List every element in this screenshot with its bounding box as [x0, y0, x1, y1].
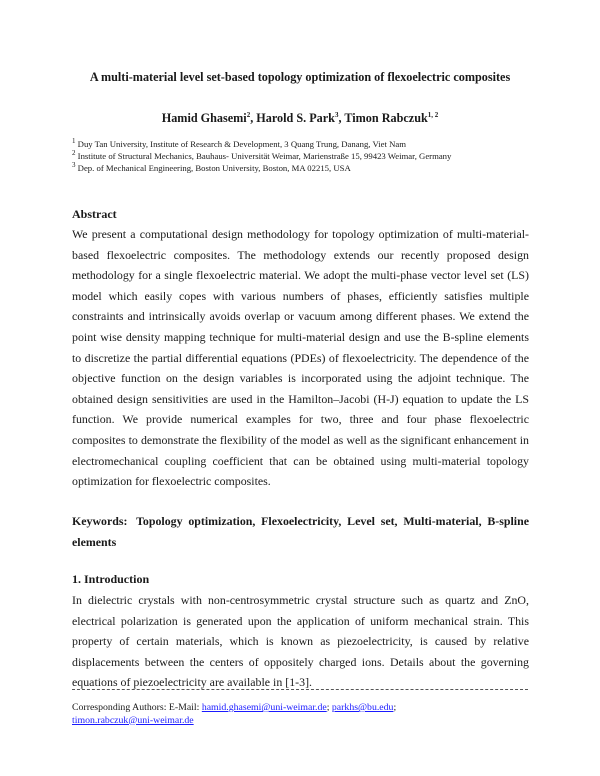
- author-affiliation-mark: 3: [334, 110, 339, 119]
- author-name: Harold S. Park: [256, 111, 335, 125]
- author-name: Hamid Ghasemi: [161, 111, 247, 125]
- affiliation-mark: 1: [72, 137, 76, 146]
- affiliation-text: Institute of Structural Mechanics, Bauhaus- Universität Weimar, Marienstraße 15, 99423 Weimar, Germany: [77, 151, 452, 161]
- email-link-ghasemi[interactable]: hamid.ghasemi@uni-weimar.de: [201, 702, 327, 713]
- keywords-label: Keywords:: [72, 514, 128, 528]
- affiliation: [72, 139, 406, 149]
- abstract-heading: Abstract: [72, 207, 117, 221]
- email-link-park[interactable]: parkhs@bu.edu: [331, 702, 394, 713]
- introduction-body: In dielectric crystals with non-centrosymmetric crystal structure such as quartz and ZnO, electrical polarization is generated upon the application of uniform mechanical strain. This property of certain materials, which is known as piezoelectricity, is caused by relative displacements between the centers of oppositely charged ions. Details about the governing equations of piezoelectricity are available in [1-3].: [72, 593, 529, 690]
- author-separator: ,: [250, 111, 257, 125]
- email-link-rabczuk[interactable]: timon.rabczuk@uni-weimar.de: [72, 714, 194, 726]
- affiliation-text: Duy Tan University, Institute of Research & Development, 3 Quang Trung, Danang, Viet Nam: [77, 139, 406, 149]
- author-affiliation-mark: 1, 2: [427, 110, 439, 119]
- introduction-heading: 1. Introduction: [72, 572, 150, 586]
- keywords: [72, 511, 529, 553]
- affiliation: [72, 151, 451, 161]
- footnote-label: Corresponding Authors: E-Mail:: [72, 702, 200, 713]
- keywords-text: Topology optimization, Flexoelectricity, Level set, Multi-material, B-spline elements: [72, 514, 529, 549]
- footnote-corresponding-authors: Corresponding Authors: E-Mail: hamid.ghasemi@uni-weimar.de; parkhs@bu.edu; timon.rabczuk@uni-weimar.de: [72, 702, 397, 726]
- author-name: Timon Rabczuk: [344, 111, 428, 125]
- affiliation-mark: 3: [72, 161, 76, 170]
- footnote-divider: [72, 689, 528, 690]
- author-list: [0, 111, 600, 126]
- author-affiliation-mark: 2: [246, 110, 251, 119]
- paper-title: A multi-material level set-based topology optimization of flexoelectric composites: [89, 70, 511, 84]
- affiliation-text: Dep. of Mechanical Engineering, Boston University, Boston, MA 02215, USA: [77, 163, 351, 173]
- abstract-body: We present a computational design methodology for topology optimization of multi-material-based flexoelectric composites. The methodology extends our recently proposed design methodology for a single flexoelectric material. We adopt the multi-phase vector level set (LS) model which easily copes with various numbers of phases, efficiently satisfies multiple constraints and intrinsically avoids overlap or vacuum among different phases. We extend the point wise density mapping technique for multi-material design and use the B-spline elements to discretize the partial differential equations (PDEs) of flexoelectricity. The dependence of the objective function on the design variables is incorporated using the adjoint technique. The obtained design sensitivities are used in the Hamilton–Jacobi (H-J) equation to update the LS function. We provide numerical examples for two, three and four phase flexoelectric composites to demonstrate the flexibility of the model as well as the significant enhancement in electromechanical coupling coefficient that can be obtained using multi-material topology optimization for flexoelectric composites.: [72, 227, 529, 489]
- affiliation-mark: 2: [72, 149, 76, 158]
- affiliation: [72, 163, 351, 173]
- author-separator: ,: [338, 111, 345, 125]
